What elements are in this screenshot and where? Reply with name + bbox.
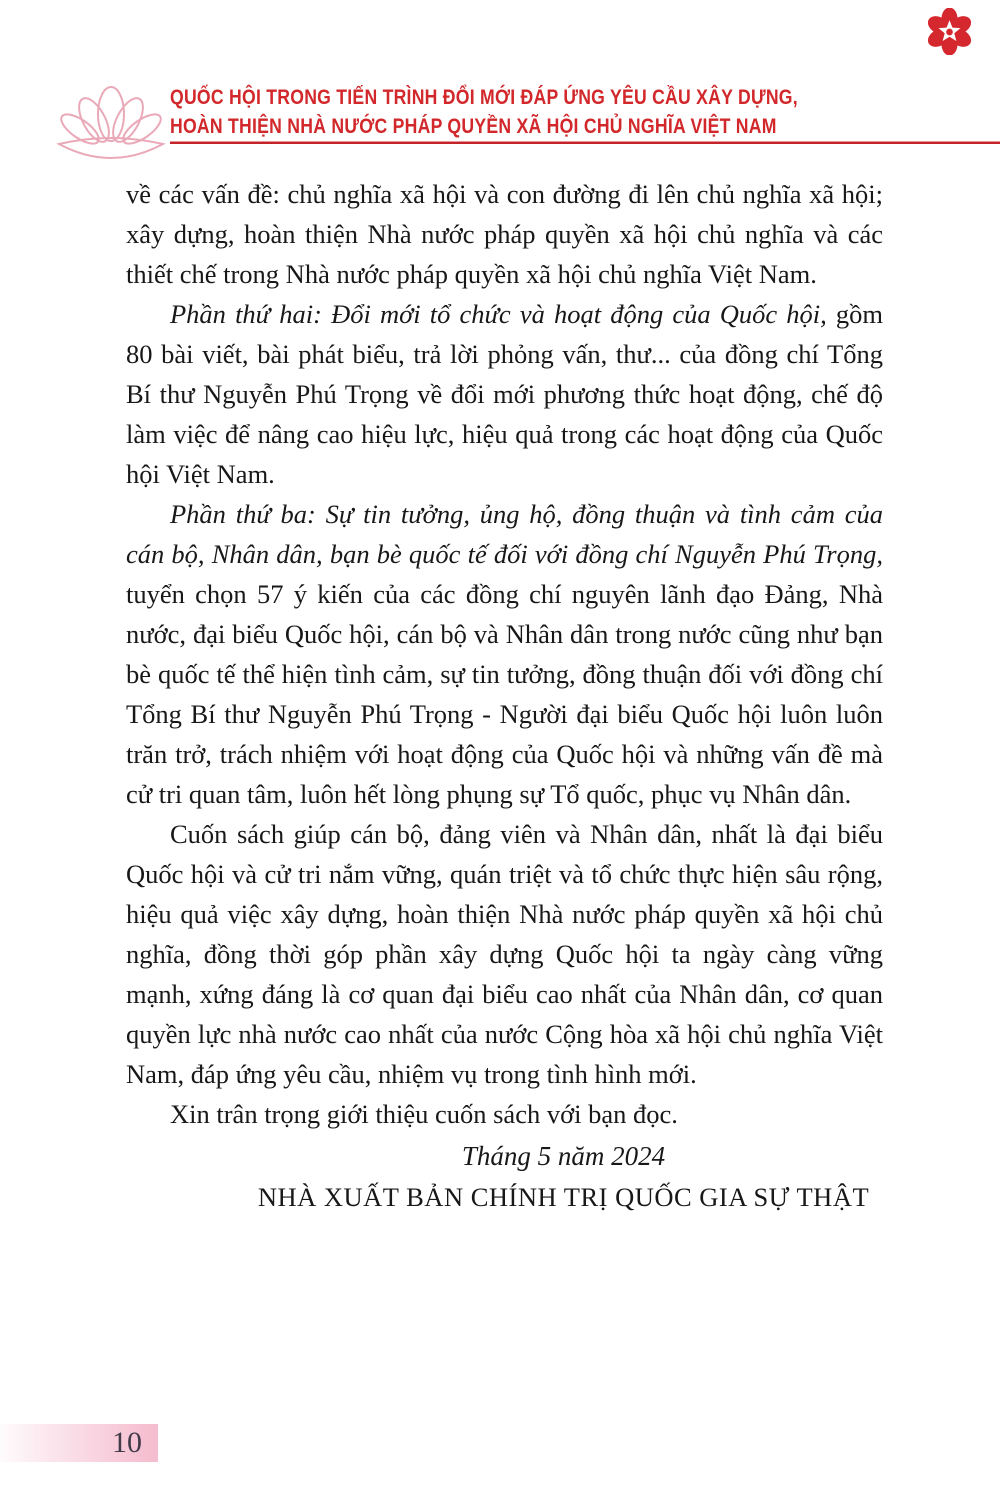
running-head — [170, 83, 1000, 141]
paragraph-purpose: Cuốn sách giúp cán bộ, đảng viên và Nhân dân, nhất là đại biểu Quốc hội và cử tri nắm vững, quán triệt và tổ chức thực hiện sâu rộng, hiệu quả việc xây dựng, hoàn thiện Nhà nước pháp quyền xã hội chủ nghĩa, đồng thời góp phần xây dựng Quốc hội ta ngày càng vững mạnh, xứng đáng là cơ quan đại biểu cao nhất của Nhân dân, cơ quan quyền lực nhà nước cao nhất của nước Cộng hòa xã hội chủ nghĩa Việt Nam, đáp ứng yêu cầu, nhiệm vụ trong tình hình mới. — [126, 819, 883, 1089]
page-number: 10 — [112, 1426, 142, 1459]
running-head-line1: QUỐC HỘI TRONG TIẾN TRÌNH ĐỔI MỚI ĐÁP ỨNG YÊU CẦU XÂY DỰNG, — [170, 85, 798, 109]
red-star-flower-icon — [926, 8, 973, 55]
colophon — [126, 1136, 883, 1218]
page-number-bar — [0, 1424, 158, 1462]
paragraph-closing: Xin trân trọng giới thiệu cuốn sách với bạn đọc. — [170, 1099, 678, 1129]
paragraph-continuation: về các vấn đề: chủ nghĩa xã hội và con đường đi lên chủ nghĩa xã hội; xây dựng, hoàn thiện Nhà nước pháp quyền xã hội chủ nghĩa và các thiết chế trong Nhà nước pháp quyền xã hội chủ nghĩa Việt Nam. — [126, 179, 883, 289]
part-three-description: tuyển chọn 57 ý kiến của các đồng chí nguyên lãnh đạo Đảng, Nhà nước, đại biểu Quốc hội, cán bộ và Nhân dân trong nước cũng như bạn bè quốc tế thể hiện tình cảm, sự tin tưởng, đồng thuận đối với đồng chí Tổng Bí thư Nguyễn Phú Trọng - Người đại biểu Quốc hội luôn luôn trăn trở, trách nhiệm với hoạt động của Quốc hội và những vấn đề mà cử tri quan tâm, luôn hết lòng phụng sự Tổ quốc, phục vụ Nhân dân. — [126, 579, 883, 809]
header-rule — [170, 141, 1000, 144]
part-two-title: Phần thứ hai: Đổi mới tổ chức và hoạt động của Quốc hội, — [170, 299, 827, 329]
paragraph-part-three — [126, 494, 883, 814]
part-two-description: gồm 80 bài viết, bài phát biểu, trả lời phỏng vấn, thư... của đồng chí Tổng Bí thư Nguyễn Phú Trọng về đổi mới phương thức hoạt động, chế độ làm việc để nâng cao hiệu lực, hiệu quả trong các hoạt động của Quốc hội Việt Nam. — [126, 299, 883, 489]
lotus-logo-icon — [55, 80, 167, 168]
publication-date: Tháng 5 năm 2024 — [461, 1141, 666, 1171]
publisher-name: NHÀ XUẤT BẢN CHÍNH TRỊ QUỐC GIA SỰ THẬT — [257, 1182, 870, 1212]
paragraph-part-two — [126, 294, 883, 494]
page-body — [126, 174, 883, 1218]
running-head-line2: HOÀN THIỆN NHÀ NƯỚC PHÁP QUYỀN XÃ HỘI CHỦ NGHĨA VIỆT NAM — [170, 114, 777, 138]
page-header — [55, 74, 1000, 166]
part-three-title: Phần thứ ba: Sự tin tưởng, ủng hộ, đồng thuận và tình cảm của cán bộ, Nhân dân, bạn bè quốc tế đối với đồng chí Nguyễn Phú Trọng, — [126, 499, 883, 569]
